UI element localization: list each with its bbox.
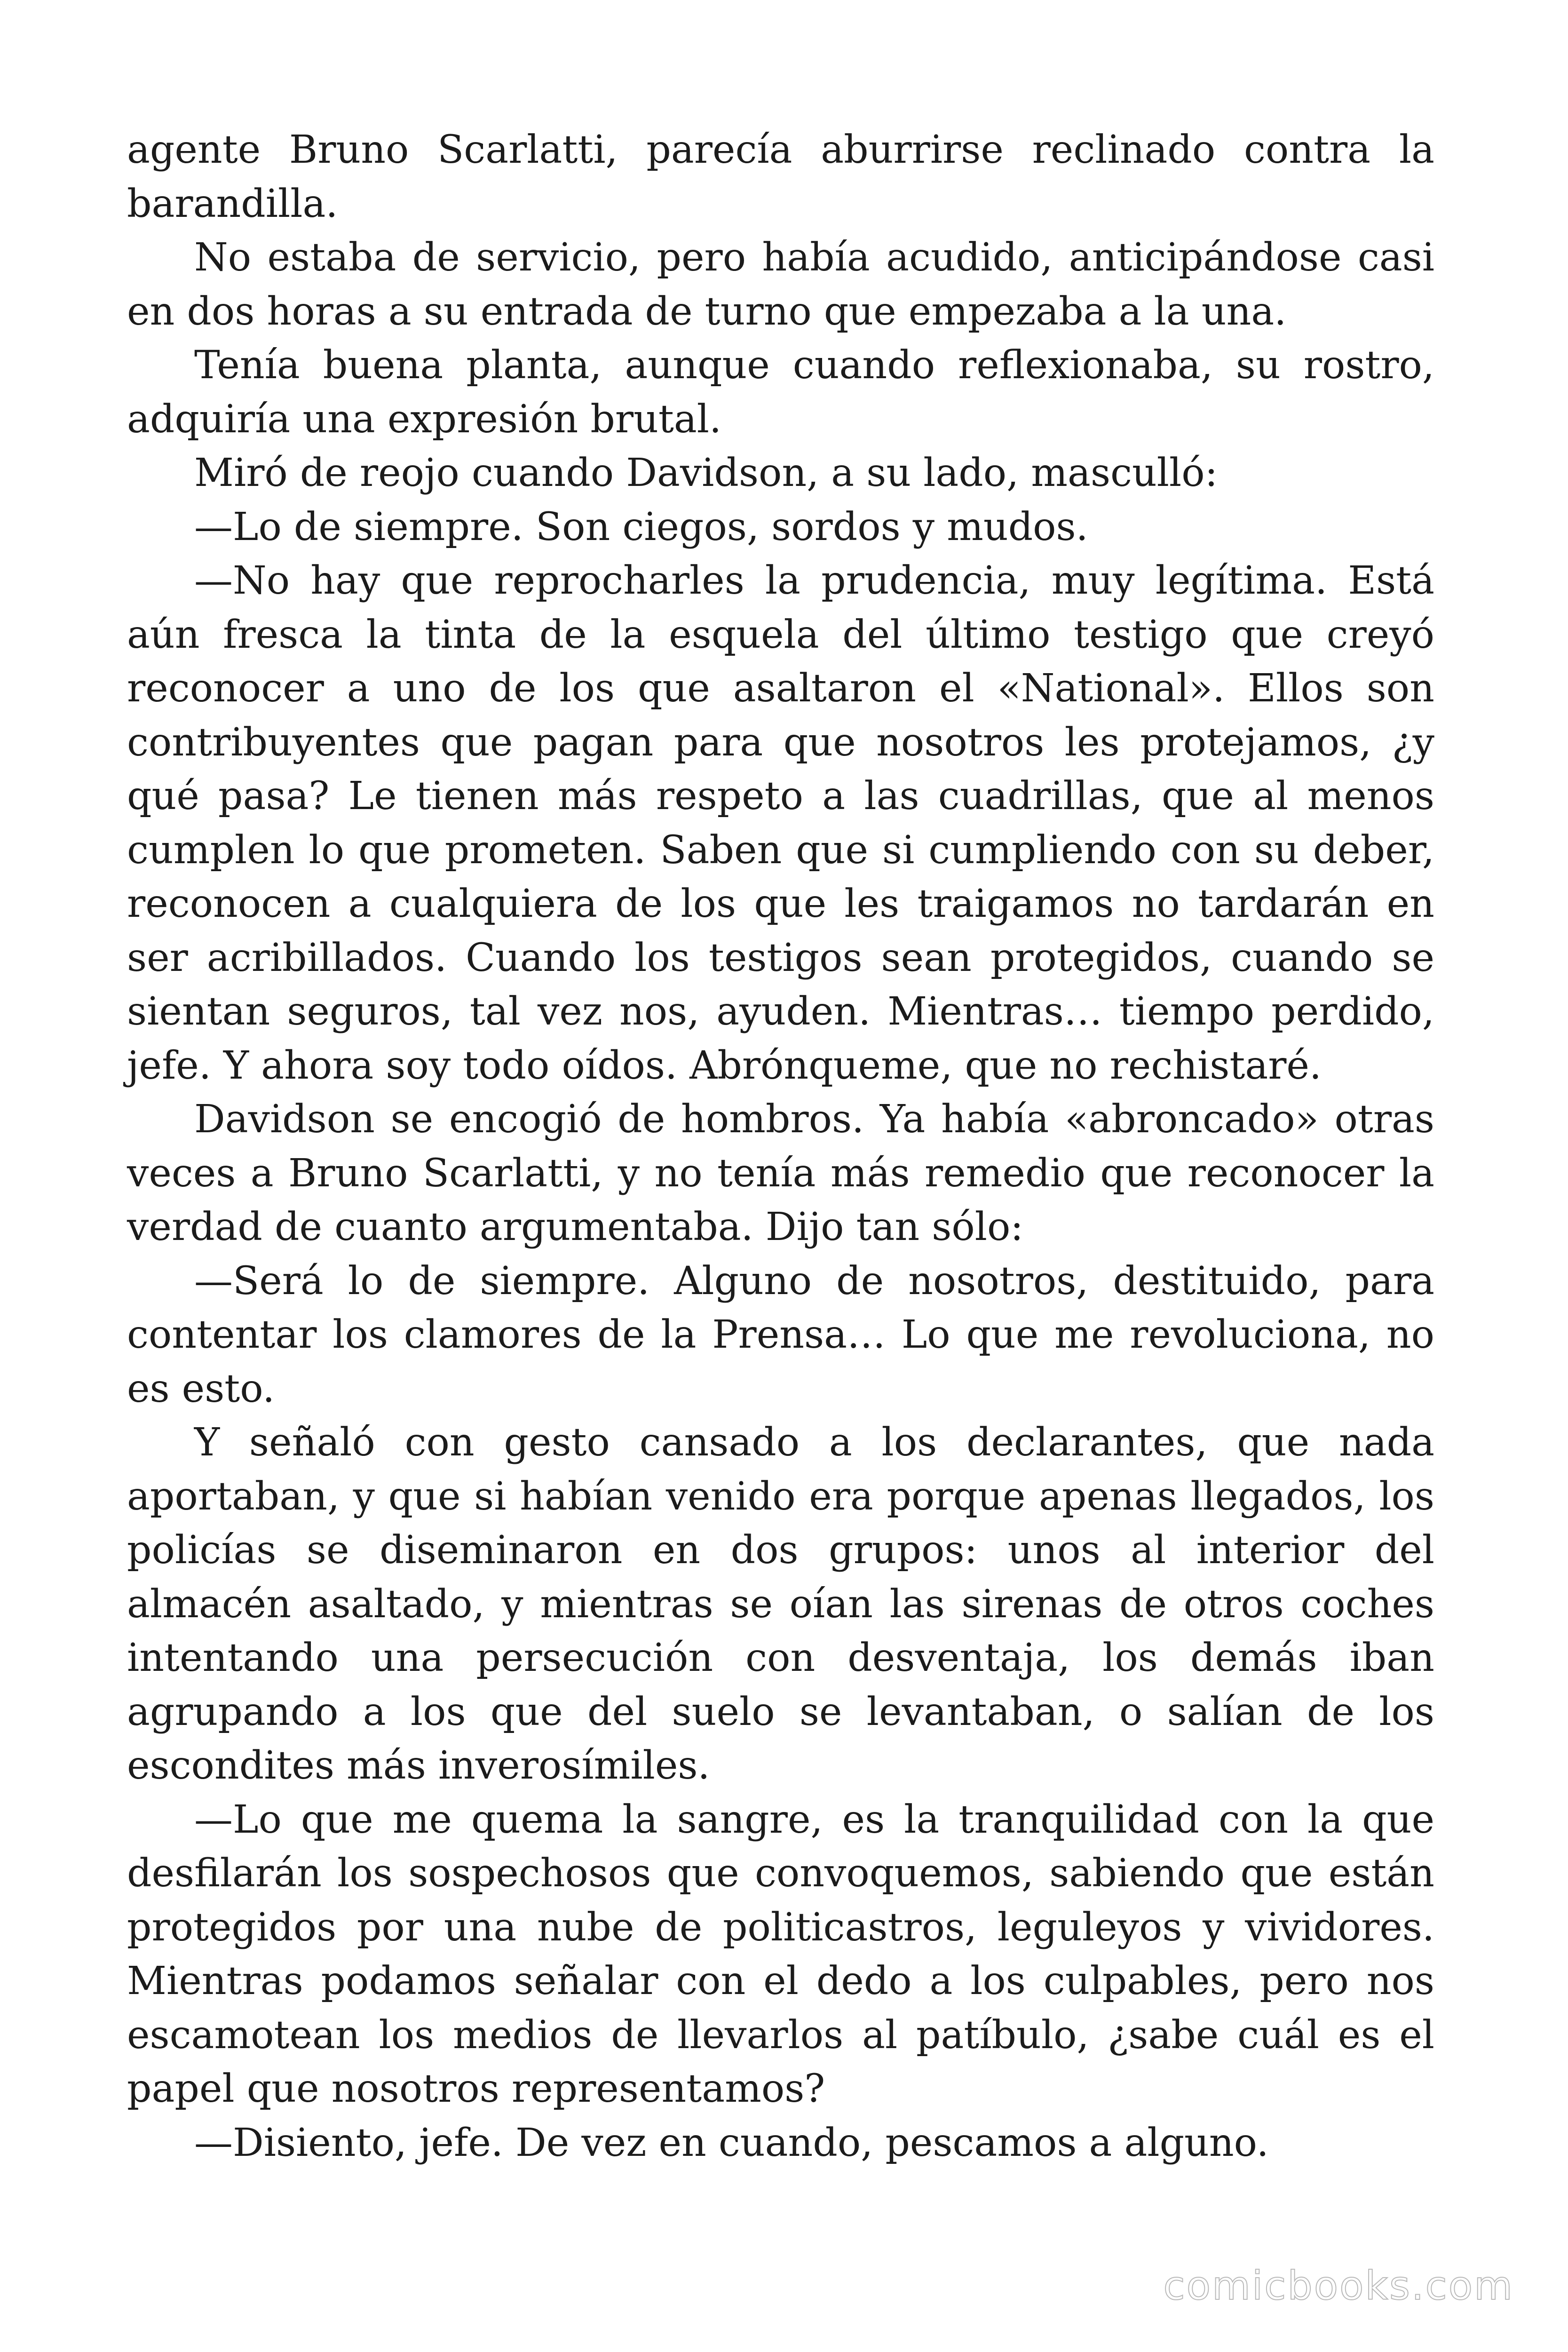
- paragraph-5: —Lo de siempre. Son ciegos, sordos y mudos.: [194, 504, 1088, 549]
- paragraph-10: —Lo que me quema la sangre, es la tranquilidad con la que desfilarán los sospechosos que convoquemos, sabiendo que están protegidos por una nube de politicastros, leguleyos y vividores. Mientras podamos señalar con el dedo a los culpables, pero nos escamotean los medios de llevarlos al patíbulo, ¿sabe cuál es el papel que nosotros representamos?: [127, 1797, 1434, 2111]
- body-text: [127, 123, 1434, 2170]
- paragraph-1: agente Bruno Scarlatti, parecía aburrirse reclinado contra la barandilla.: [127, 127, 1434, 226]
- paragraph-8: —Será lo de siempre. Alguno de nosotros, destituido, para contentar los clamores de la Prensa… Lo que me revoluciona, no es esto.: [127, 1258, 1434, 1411]
- paragraph-7: Davidson se encogió de hombros. Ya había «abroncado» otras veces a Bruno Scarlatti, y no tenía más remedio que reconocer la verdad de cuanto argumentaba. Dijo tan sólo:: [127, 1097, 1434, 1249]
- paragraph-4: Miró de reojo cuando Davidson, a su lado, masculló:: [194, 451, 1218, 495]
- paragraph-2: No estaba de servicio, pero había acudido, anticipándose casi en dos horas a su entrada de turno que empezaba a la una.: [127, 235, 1434, 334]
- paragraph-6: —No hay que reprocharles la prudencia, muy legítima. Está aún fresca la tinta de la esquela del último testigo que creyó reconocer a uno de los que asaltaron el «National». Ellos son contribuyentes que pagan para que nosotros les protejamos, ¿y qué pasa? Le tienen más respeto a las cuadrillas, que al menos cumplen lo que prometen. Saben que si cumpliendo con su deber, reconocen a cualquiera de los que les traigamos no tardarán en ser acribillados. Cuando los testigos sean protegidos, cuando se sientan seguros, tal vez nos, ayuden. Mientras… tiempo perdido, jefe. Y ahora soy todo oídos. Abrónqueme, que no rechistaré.: [127, 558, 1434, 1088]
- paragraph-11: —Disiento, jefe. De vez en cuando, pescamos a alguno.: [194, 2120, 1269, 2165]
- paragraph-3: Tenía buena planta, aunque cuando reflexionaba, su rostro, adquiría una expresión brutal.: [127, 343, 1434, 442]
- watermark: comicbooks.com: [1163, 2263, 1514, 2309]
- paragraph-9: Y señaló con gesto cansado a los declarantes, que nada aportaban, y que si habían venido era porque apenas llegados, los policías se diseminaron en dos grupos: unos al interior del almacén asaltado, y mientras se oían las sirenas de otros coches intentando una persecución con desventaja, los demás iban agrupando a los que del suelo se levantaban, o salían de los escondites más inverosímiles.: [127, 1420, 1434, 1788]
